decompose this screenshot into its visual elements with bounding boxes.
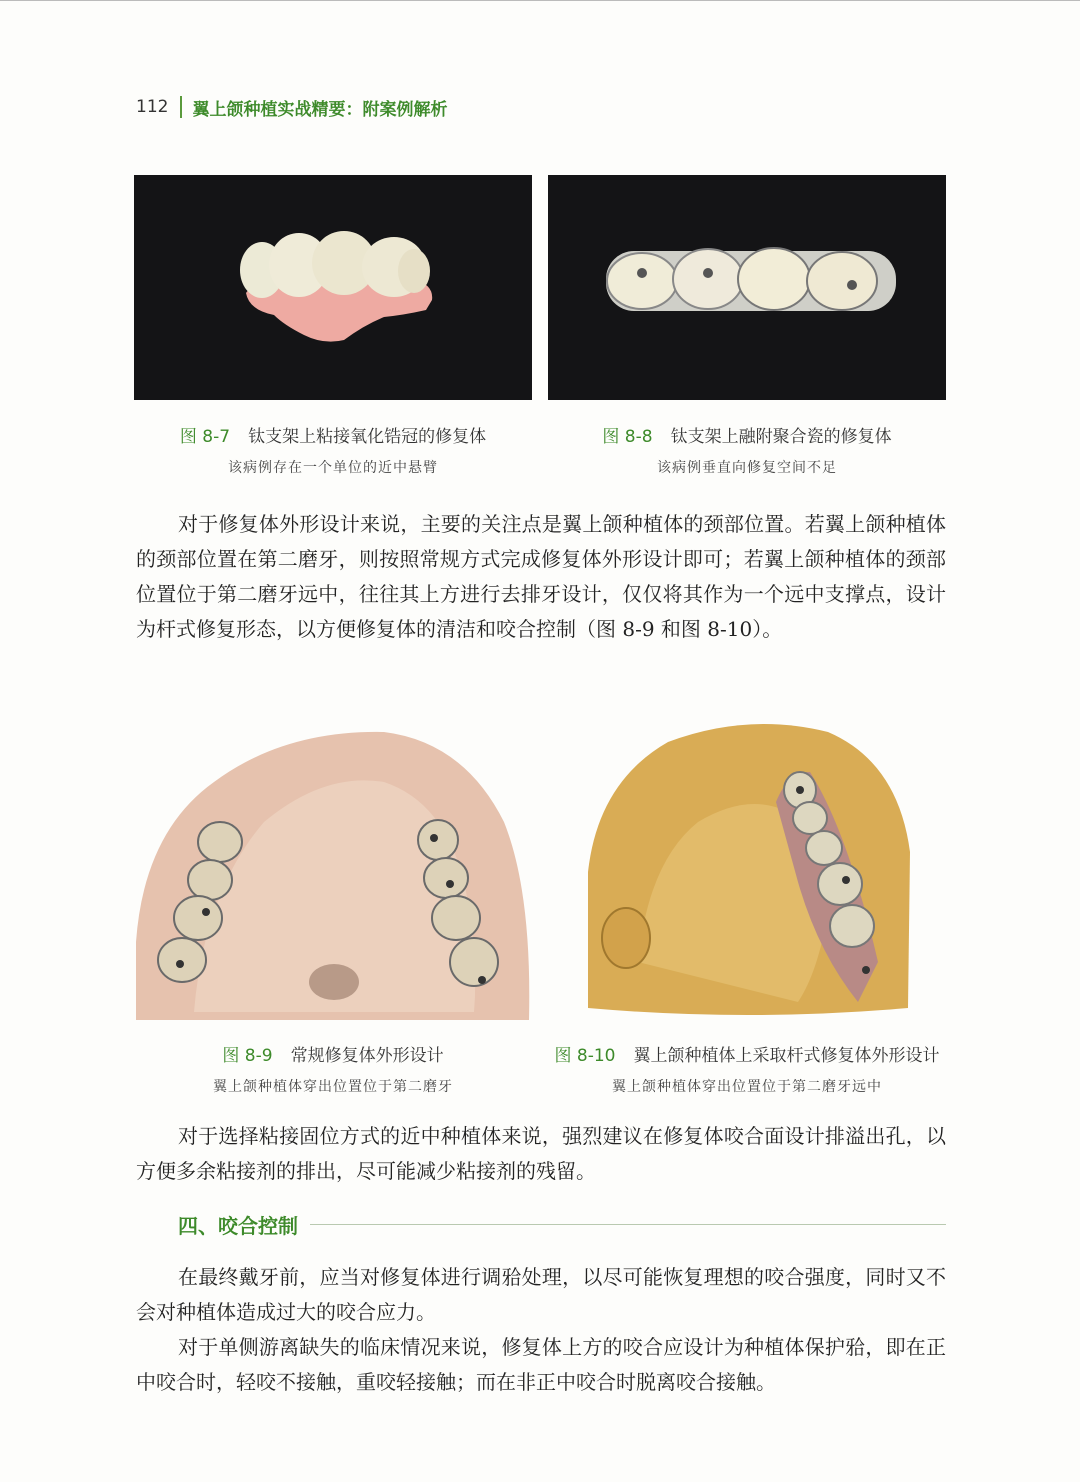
figure-subtitle: 该病例垂直向修复空间不足	[657, 460, 837, 476]
figure-title: 钛支架上粘接氧化锆冠的修复体	[248, 427, 487, 447]
caption-figure-8-7	[134, 422, 532, 477]
book-title: 翼上颌种植实战精要：附案例解析	[192, 99, 448, 120]
figure-subtitle: 翼上颌种植体穿出位置位于第二磨牙	[213, 1079, 453, 1095]
figure-number: 图 8-8	[602, 427, 653, 447]
body-paragraph-1: 对于修复体外形设计来说，主要的关注点是翼上颌种植体的颈部位置。若翼上颌种植体的颈部位置在第二磨牙，则按照常规方式完成修复体外形设计即可；若翼上颌种植体的颈部位置位于第二磨牙远中，往往其上方进行去排牙设计，仅仅将其作为一个远中支撑点，设计为杆式修复形态，以方便修复体的清洁和咬合控制（图 8-9 和图 8-10）。	[136, 512, 946, 641]
figure-number: 图 8-9	[222, 1046, 273, 1066]
figure-title: 钛支架上融附聚合瓷的修复体	[670, 427, 892, 447]
figure-title: 常规修复体外形设计	[290, 1046, 444, 1066]
figure-8-8-photo	[548, 175, 946, 400]
figure-title: 翼上颌种植体上采取杆式修复体外形设计	[633, 1046, 940, 1066]
figure-number: 图 8-10	[554, 1046, 616, 1066]
running-header	[136, 94, 447, 120]
section-title: 四、咬合控制	[178, 1214, 298, 1238]
figure-subtitle: 该病例存在一个单位的近中悬臂	[228, 460, 438, 476]
section-rule	[310, 1224, 946, 1225]
caption-figure-8-8	[548, 422, 946, 477]
figure-subtitle: 翼上颌种植体穿出位置位于第二磨牙远中	[612, 1079, 882, 1095]
body-paragraph-2: 对于选择粘接固位方式的近中种植体来说，强烈建议在修复体咬合面设计排溢出孔，以方便多余粘接剂的排出，尽可能减少粘接剂的残留。	[136, 1124, 946, 1183]
caption-figure-8-10	[548, 1041, 946, 1096]
figure-8-7-photo	[134, 175, 532, 400]
body-paragraph-4: 对于单侧游离缺失的临床情况来说，修复体上方的咬合应设计为种植体保护𬌗，即在正中咬合时，轻咬不接触，重咬轻接触；而在非正中咬合时脱离咬合接触。	[136, 1335, 946, 1394]
body-paragraph-3: 在最终戴牙前，应当对修复体进行调𬌗处理，以尽可能恢复理想的咬合强度，同时又不会对种植体造成过大的咬合应力。	[136, 1265, 946, 1324]
figure-number: 图 8-7	[179, 427, 231, 447]
caption-figure-8-9	[134, 1041, 532, 1096]
section-heading	[178, 1210, 946, 1239]
figure-8-9-photo	[134, 712, 532, 1020]
header-divider	[180, 96, 182, 118]
page-top-border	[0, 0, 1080, 1]
page-number: 112	[136, 97, 169, 117]
figure-8-10-photo	[548, 712, 946, 1020]
